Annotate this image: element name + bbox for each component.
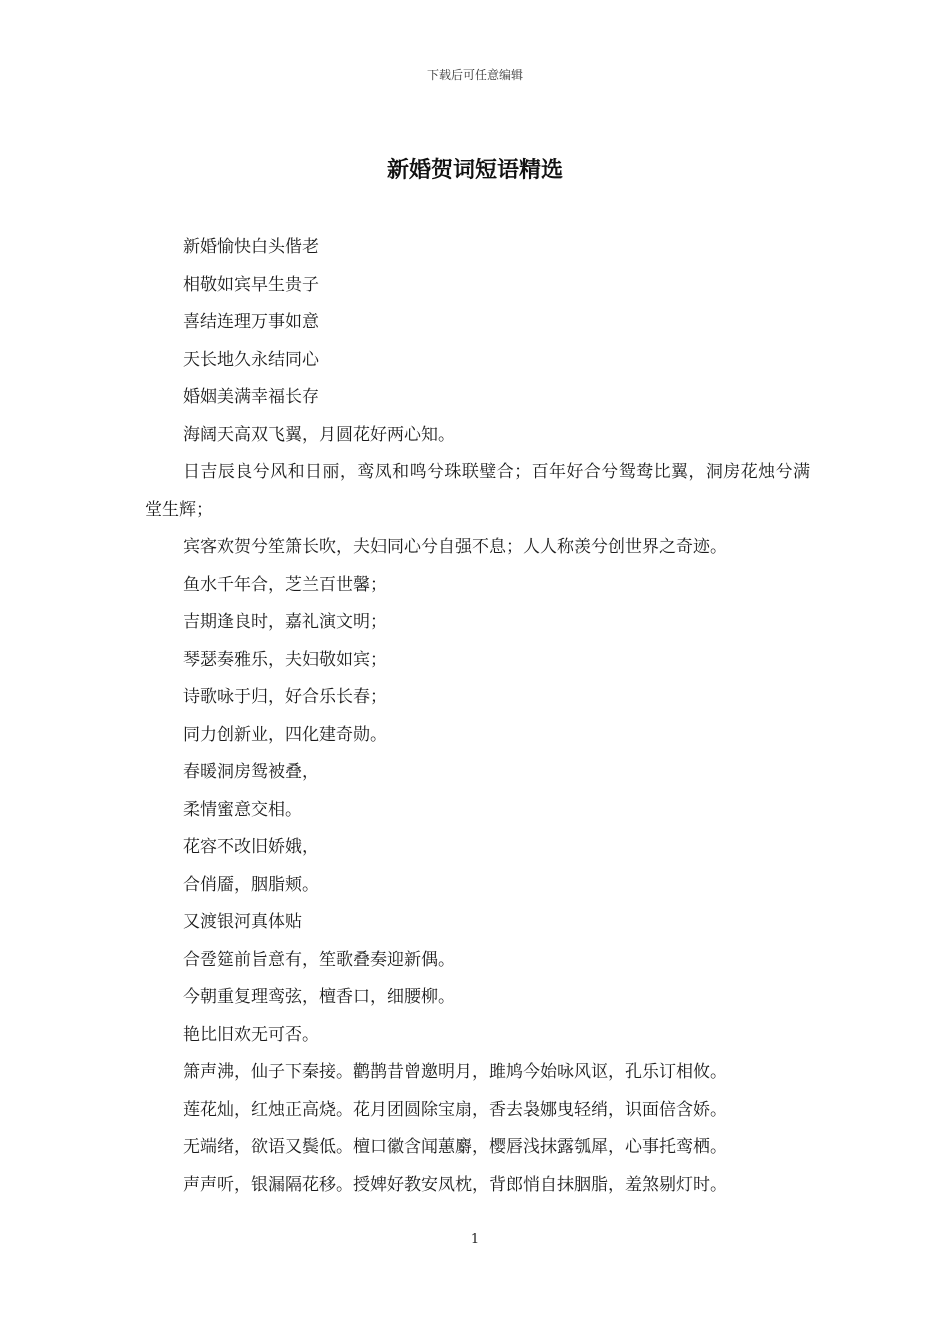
paragraph: 宾客欢贺兮笙箫长吹，夫妇同心兮自强不息；人人称羡兮创世界之奇迹。 <box>183 537 727 557</box>
paragraph: 海阔天高双飞翼，月圆花好两心知。 <box>183 424 455 445</box>
paragraph: 春暖洞房鸳被叠， <box>183 762 319 782</box>
paragraph: 又渡银河真体贴 <box>183 912 302 932</box>
paragraph: 合卺筵前旨意有，笙歌叠奏迎新偶。 <box>183 949 455 970</box>
paragraph: 声声听，银漏隔花移。授婢好教安凤枕，背郎悄自抹胭脂，羞煞剔灯时。 <box>183 1174 727 1195</box>
document-body <box>145 229 810 1204</box>
paragraph: 箫声沸，仙子下秦接。鹳鹊昔曾邀明月，雎鸠今始咏风讴，孔乐订相攸。 <box>183 1062 727 1082</box>
paragraph: 琴瑟奏雅乐，夫妇敬如宾； <box>183 649 387 670</box>
paragraph: 同力创新业，四化建奇勋。 <box>183 724 387 745</box>
page-number: 1 <box>470 1232 480 1247</box>
paragraph: 花容不改旧娇娥， <box>183 837 319 857</box>
paragraph: 吉期逢良时，嘉礼演文明； <box>183 612 387 632</box>
paragraph: 诗歌咏于归，好合乐长春； <box>183 687 387 707</box>
document-title: 新婚贺词短语精选 <box>386 157 563 183</box>
page-header-note: 下载后可任意编辑 <box>426 68 523 82</box>
paragraph: 相敬如宾早生贵子 <box>183 274 319 295</box>
paragraph: 婚姻美满幸福长存 <box>183 387 319 407</box>
paragraph: 今朝重复理鸾弦，檀香口，细腰柳。 <box>183 987 455 1007</box>
paragraph: 喜结连理万事如意 <box>183 312 319 332</box>
paragraph: 合俏靥，胭脂颊。 <box>183 874 319 895</box>
paragraph: 天长地久永结同心 <box>183 349 319 370</box>
paragraph: 鱼水千年合，芝兰百世馨； <box>183 574 387 595</box>
paragraph: 柔情蜜意交相。 <box>183 799 302 820</box>
paragraph: 新婚愉快白头偕老 <box>183 237 319 257</box>
paragraph: 无端绪，欲语又鬓低。檀口徽含闻蕙麝，樱唇浅抹露瓠犀，心事托鸾栖。 <box>183 1137 727 1157</box>
paragraph: 莲花灿，红烛正高烧。花月团圆除宝扇，香去袅娜曳轻绡，识面倍含娇。 <box>183 1099 727 1120</box>
paragraph: 艳比旧欢无可否。 <box>183 1024 319 1045</box>
paragraph: 日吉辰良兮风和日丽，鸾凤和鸣兮珠联璧合；百年好合兮鸳鸯比翼，洞房花烛兮满堂生辉； <box>145 462 810 520</box>
